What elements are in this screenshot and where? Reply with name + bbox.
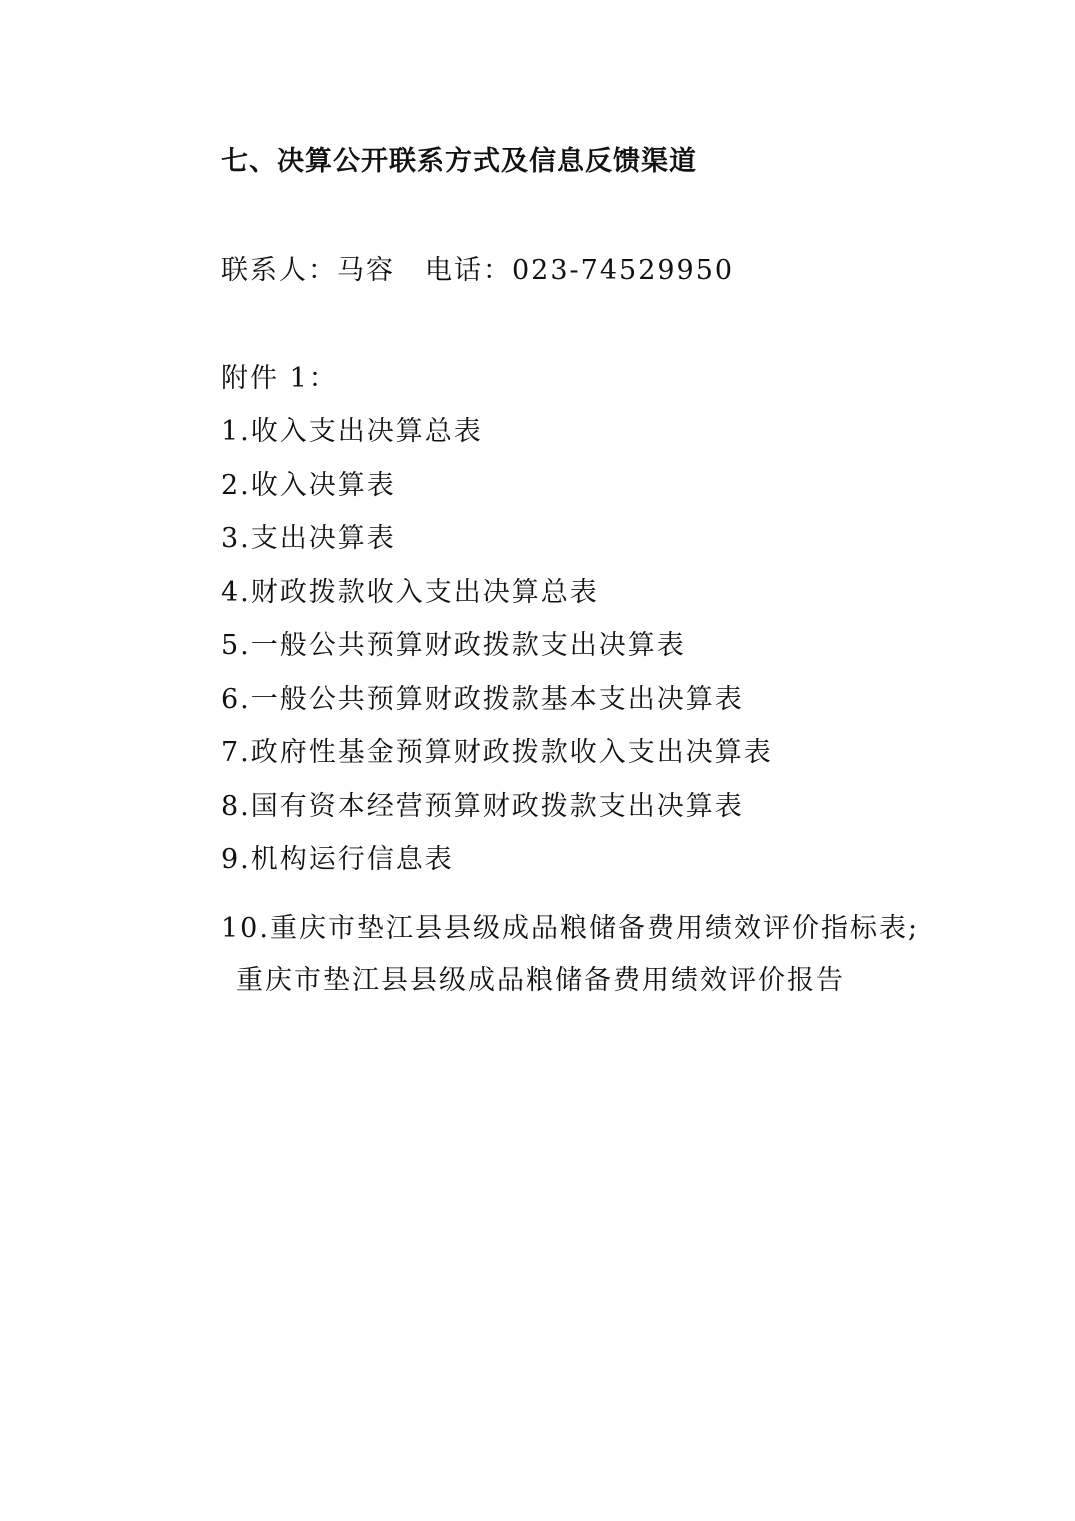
attachment-heading: 附件 1： <box>221 363 338 394</box>
attachment-item-8: 8.国有资本经营预算财政拨款支出决算表 <box>221 790 744 822</box>
contact-phone: 023-74529950 <box>512 255 735 286</box>
attachment-item-3: 3.支出决算表 <box>221 523 396 554</box>
attachment-item-5: 5.一般公共预算财政拨款支出决算表 <box>221 630 686 661</box>
attachment-item-2: 2.收入决算表 <box>221 469 396 501</box>
contact-line <box>221 249 734 293</box>
attachment-item-1: 1.收入支出决算总表 <box>221 416 483 447</box>
attachment-item-10-line2: 重庆市垫江县县级成品粮储备费用绩效评价报告 <box>236 965 845 996</box>
contact-phone-label: 电话： <box>425 255 512 286</box>
attachment-item-10 <box>221 903 919 1007</box>
attachment-item-7: 7.政府性基金预算财政拨款收入支出决算表 <box>221 737 773 768</box>
section-title: 七、决算公开联系方式及信息反馈渠道 <box>221 146 697 177</box>
attachment-item-10-line1: 10.重庆市垫江县县级成品粮储备费用绩效评价指标表; <box>221 913 920 944</box>
attachment-item-9: 9.机构运行信息表 <box>221 844 454 875</box>
attachment-item-6: 6.一般公共预算财政拨款基本支出决算表 <box>221 683 744 715</box>
contact-person-label: 联系人： <box>221 255 337 286</box>
contact-person: 马容 <box>337 255 395 286</box>
attachment-list <box>221 410 773 892</box>
attachment-item-4: 4.财政拨款收入支出决算总表 <box>221 576 599 608</box>
